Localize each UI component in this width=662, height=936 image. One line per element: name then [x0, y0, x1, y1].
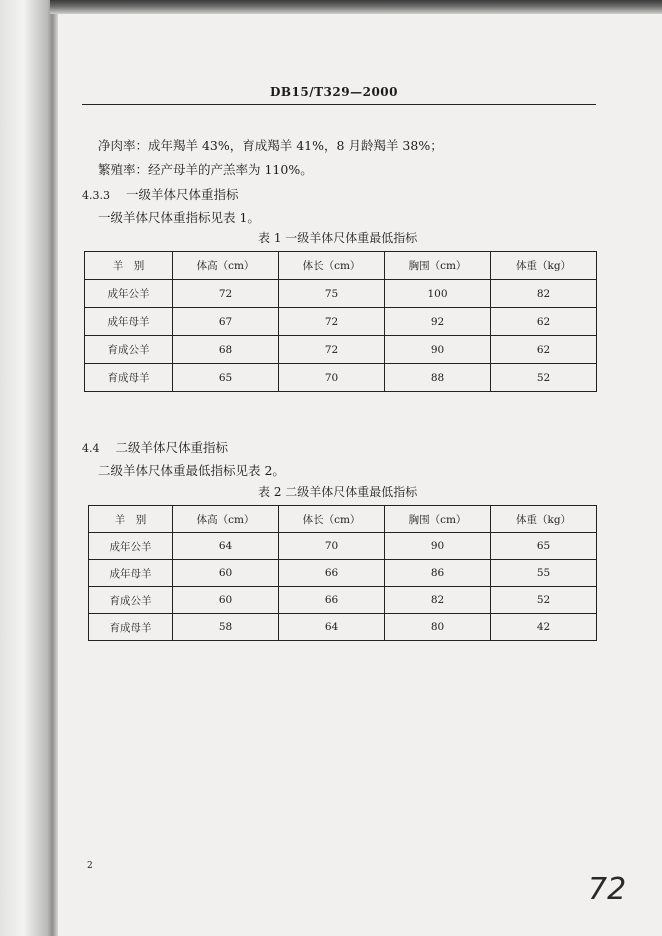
table-row	[89, 560, 597, 587]
col-header: 体高（cm）	[173, 506, 279, 533]
table-2	[88, 505, 597, 641]
section-4-3-3-text: 一级羊体尺体重指标见表 1。	[98, 210, 260, 225]
table-cell: 64	[279, 614, 385, 641]
table-row	[85, 364, 597, 392]
table-cell: 72	[173, 280, 279, 308]
scan-top-shadow	[50, 0, 662, 14]
table-cell: 62	[491, 336, 597, 364]
table-cell: 66	[279, 587, 385, 614]
table-cell: 70	[279, 533, 385, 560]
scan-binding-shadow	[0, 0, 58, 936]
table-1	[84, 251, 597, 392]
table-cell: 72	[279, 308, 385, 336]
table-header-row	[89, 506, 597, 533]
table-cell: 75	[279, 280, 385, 308]
fecundity-line: 繁殖率：经产母羊的产羔率为 110%。	[98, 162, 313, 177]
table-cell: 82	[491, 280, 597, 308]
section-title: 一级羊体尺体重指标	[125, 187, 239, 202]
table-cell: 62	[491, 308, 597, 336]
table-cell: 80	[385, 614, 491, 641]
col-header: 羊 别	[89, 506, 173, 533]
table-cell: 育成母羊	[89, 614, 173, 641]
table-row	[89, 587, 597, 614]
table-cell: 68	[173, 336, 279, 364]
table-cell: 成年母羊	[89, 560, 173, 587]
table-cell: 66	[279, 560, 385, 587]
table2-caption: 表 2 二级羊体尺体重最低指标	[258, 485, 418, 499]
table-cell: 100	[385, 280, 491, 308]
table-cell: 育成公羊	[89, 587, 173, 614]
section-number: 4.3.3	[82, 189, 110, 202]
table-cell: 58	[173, 614, 279, 641]
table-cell: 64	[173, 533, 279, 560]
table-cell: 65	[173, 364, 279, 392]
table1-caption: 表 1 一级羊体尺体重最低指标	[258, 231, 418, 245]
page-header: DB15/T329—2000	[270, 85, 399, 99]
table-cell: 育成母羊	[85, 364, 173, 392]
section-number: 4.4	[82, 442, 100, 455]
table-cell: 育成公羊	[85, 336, 173, 364]
table-cell: 52	[491, 587, 597, 614]
table-cell: 70	[279, 364, 385, 392]
handwritten-note: 72	[588, 872, 627, 907]
col-header: 体长（cm）	[279, 252, 385, 280]
section-4-4-text: 二级羊体尺体重最低指标见表 2。	[98, 463, 285, 478]
table-cell: 55	[491, 560, 597, 587]
page-number: 2	[87, 861, 93, 871]
col-header: 体重（kg）	[491, 506, 597, 533]
table-cell: 88	[385, 364, 491, 392]
table-cell: 65	[491, 533, 597, 560]
col-header: 胸围（cm）	[385, 506, 491, 533]
table-cell: 60	[173, 587, 279, 614]
col-header: 胸围（cm）	[385, 252, 491, 280]
table-row	[89, 614, 597, 641]
table-row	[85, 336, 597, 364]
table-cell: 60	[173, 560, 279, 587]
section-title: 二级羊体尺体重指标	[115, 440, 228, 455]
table-cell: 42	[491, 614, 597, 641]
table-row	[85, 308, 597, 336]
table-cell: 成年公羊	[85, 280, 173, 308]
table-row	[85, 280, 597, 308]
table-cell: 90	[385, 533, 491, 560]
col-header: 羊 别	[85, 252, 173, 280]
section-4-4-heading	[82, 438, 228, 456]
table-cell: 92	[385, 308, 491, 336]
table-cell: 52	[491, 364, 597, 392]
table-cell: 90	[385, 336, 491, 364]
col-header: 体重（kg）	[491, 252, 597, 280]
table-cell: 成年母羊	[85, 308, 173, 336]
table-row	[89, 533, 597, 560]
section-4-3-3-heading	[82, 185, 239, 203]
table-header-row	[85, 252, 597, 280]
col-header: 体长（cm）	[279, 506, 385, 533]
table-cell: 82	[385, 587, 491, 614]
col-header: 体高（cm）	[173, 252, 279, 280]
table-cell: 72	[279, 336, 385, 364]
table-cell: 86	[385, 560, 491, 587]
table-cell: 成年公羊	[89, 533, 173, 560]
net-meat-line: 净肉率：成年羯羊 43%，育成羯羊 41%，8 月龄羯羊 38%；	[98, 138, 443, 153]
header-rule	[82, 104, 596, 105]
table-cell: 67	[173, 308, 279, 336]
